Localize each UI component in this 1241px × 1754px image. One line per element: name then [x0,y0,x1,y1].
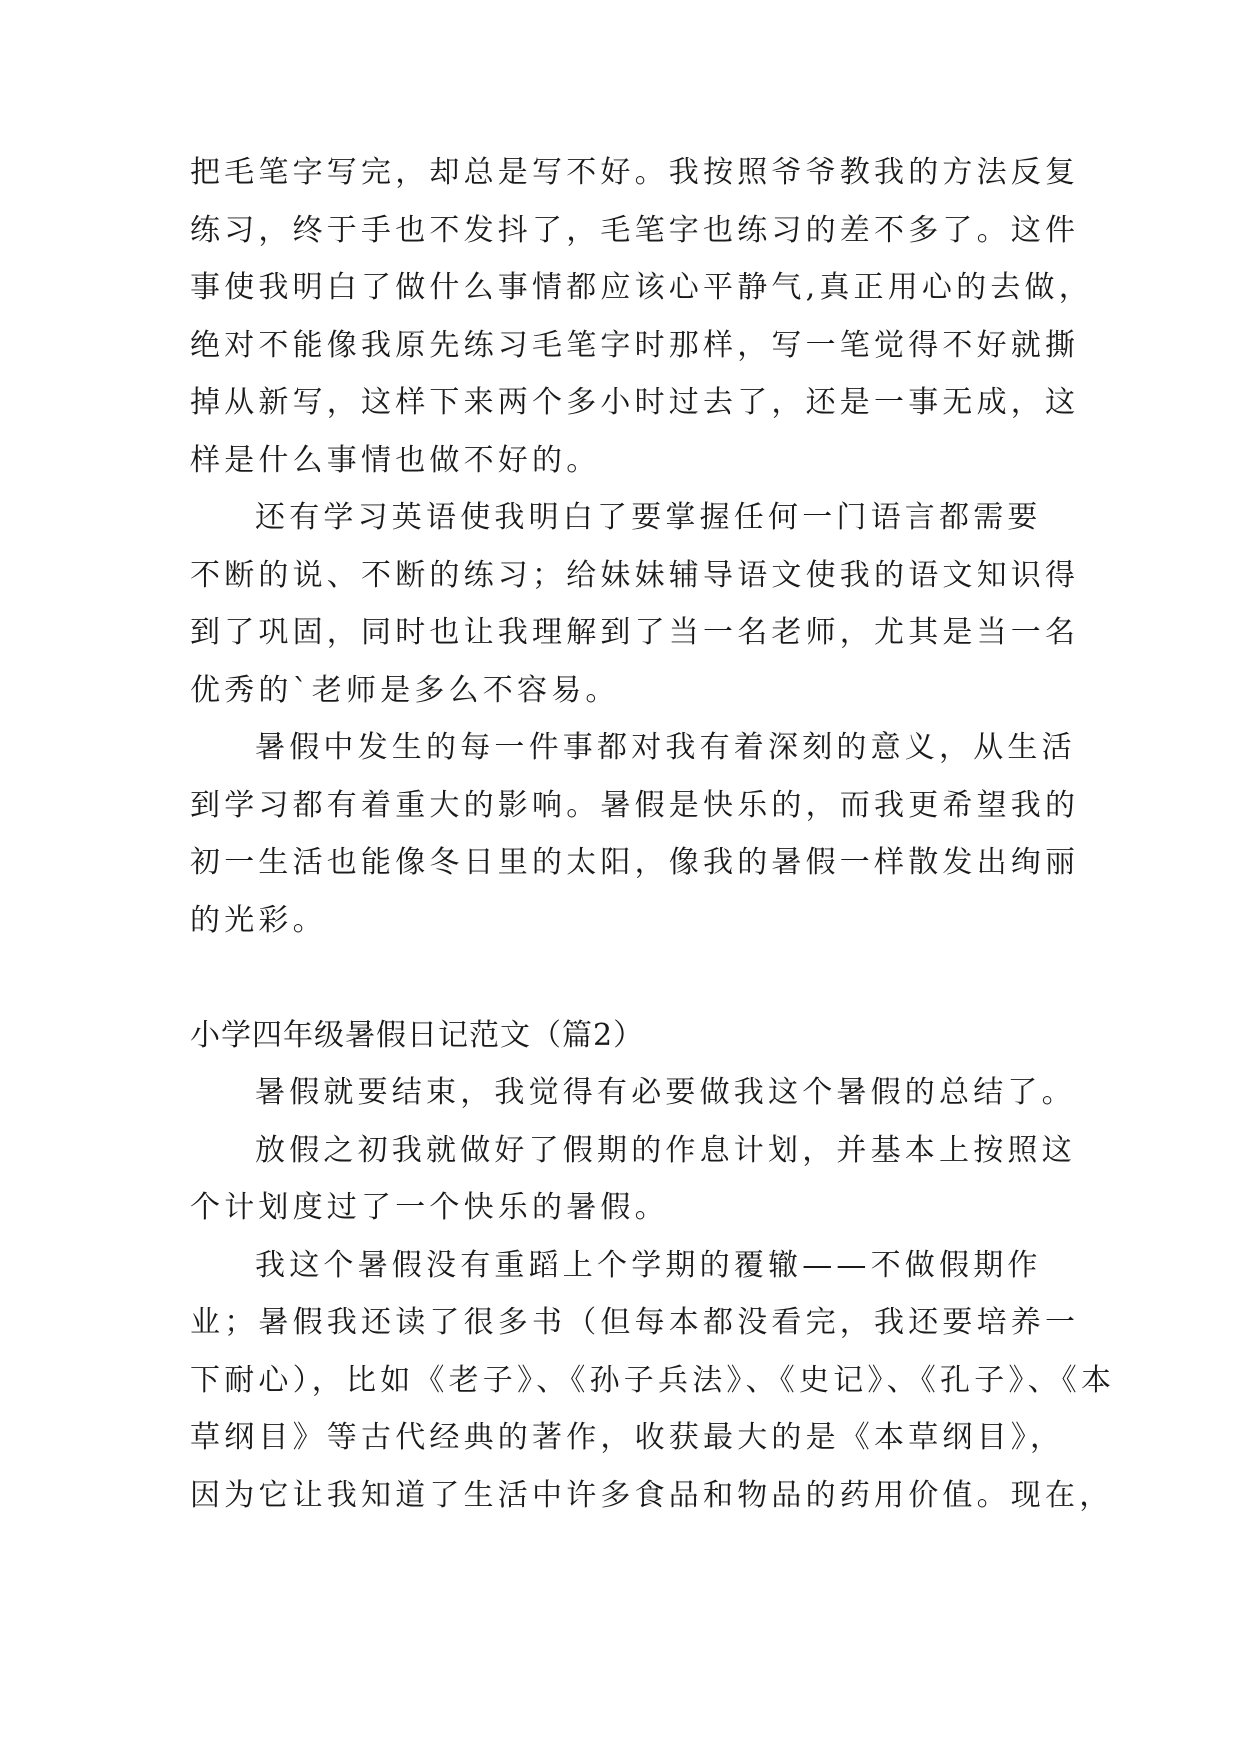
paragraph-line: 个计划度过了一个快乐的暑假。 [190,1190,669,1225]
paragraph-line: 优秀的`老师是多么不容易。 [190,673,620,708]
paragraph-line: 把毛笔字写完，却总是写不好。我按照爷爷教我的方法反复 [190,155,1080,190]
paragraph-line: 到了巩固，同时也让我理解到了当一名老师，尤其是当一名 [190,615,1080,650]
paragraph-line: 放假之初我就做好了假期的作息计划，并基本上按照这 [255,1133,1076,1168]
paragraph-line: 暑假中发生的每一件事都对我有着深刻的意义，从生活 [255,730,1076,765]
paragraph-line: 事使我明白了做什么事情都应该心平静气,真正用心的去做， [190,270,1093,305]
paragraph-line: 不断的说、不断的练习；给妹妹辅导语文使我的语文知识得 [190,558,1080,593]
paragraph-line: 下耐心），比如《老子》、《孙子兵法》、《史记》、《孔子》、《本 [190,1363,1116,1398]
paragraph-line: 掉从新写，这样下来两个多小时过去了，还是一事无成，这 [190,385,1080,420]
paragraph-line: 练习，终于手也不发抖了，毛笔字也练习的差不多了。这件 [190,213,1080,248]
paragraph-line: 业；暑假我还读了很多书（但每本都没看完，我还要培养一 [190,1305,1080,1340]
paragraph-line: 还有学习英语使我明白了要掌握任何一门语言都需要 [255,500,1042,535]
paragraph-line: 我这个暑假没有重蹈上个学期的覆辙——不做假期作 [255,1248,1042,1283]
paragraph-line: 因为它让我知道了生活中许多食品和物品的药用价值。现在， [190,1478,1114,1513]
paragraph-line: 的光彩。 [190,903,327,938]
paragraph-line: 初一生活也能像冬日里的太阳，像我的暑假一样散发出绚丽 [190,845,1080,880]
paragraph-line: 暑假就要结束，我觉得有必要做我这个暑假的总结了。 [255,1075,1076,1110]
paragraph-line: 到学习都有着重大的影响。暑假是快乐的，而我更希望我的 [190,788,1080,823]
section-heading: 小学四年级暑假日记范文（篇2） [190,1018,645,1053]
paragraph-line: 绝对不能像我原先练习毛笔字时那样，写一笔觉得不好就撕 [190,328,1080,363]
paragraph-line: 草纲目》等古代经典的著作，收获最大的是《本草纲目》， [190,1420,1065,1455]
paragraph-line: 样是什么事情也做不好的。 [190,443,601,478]
